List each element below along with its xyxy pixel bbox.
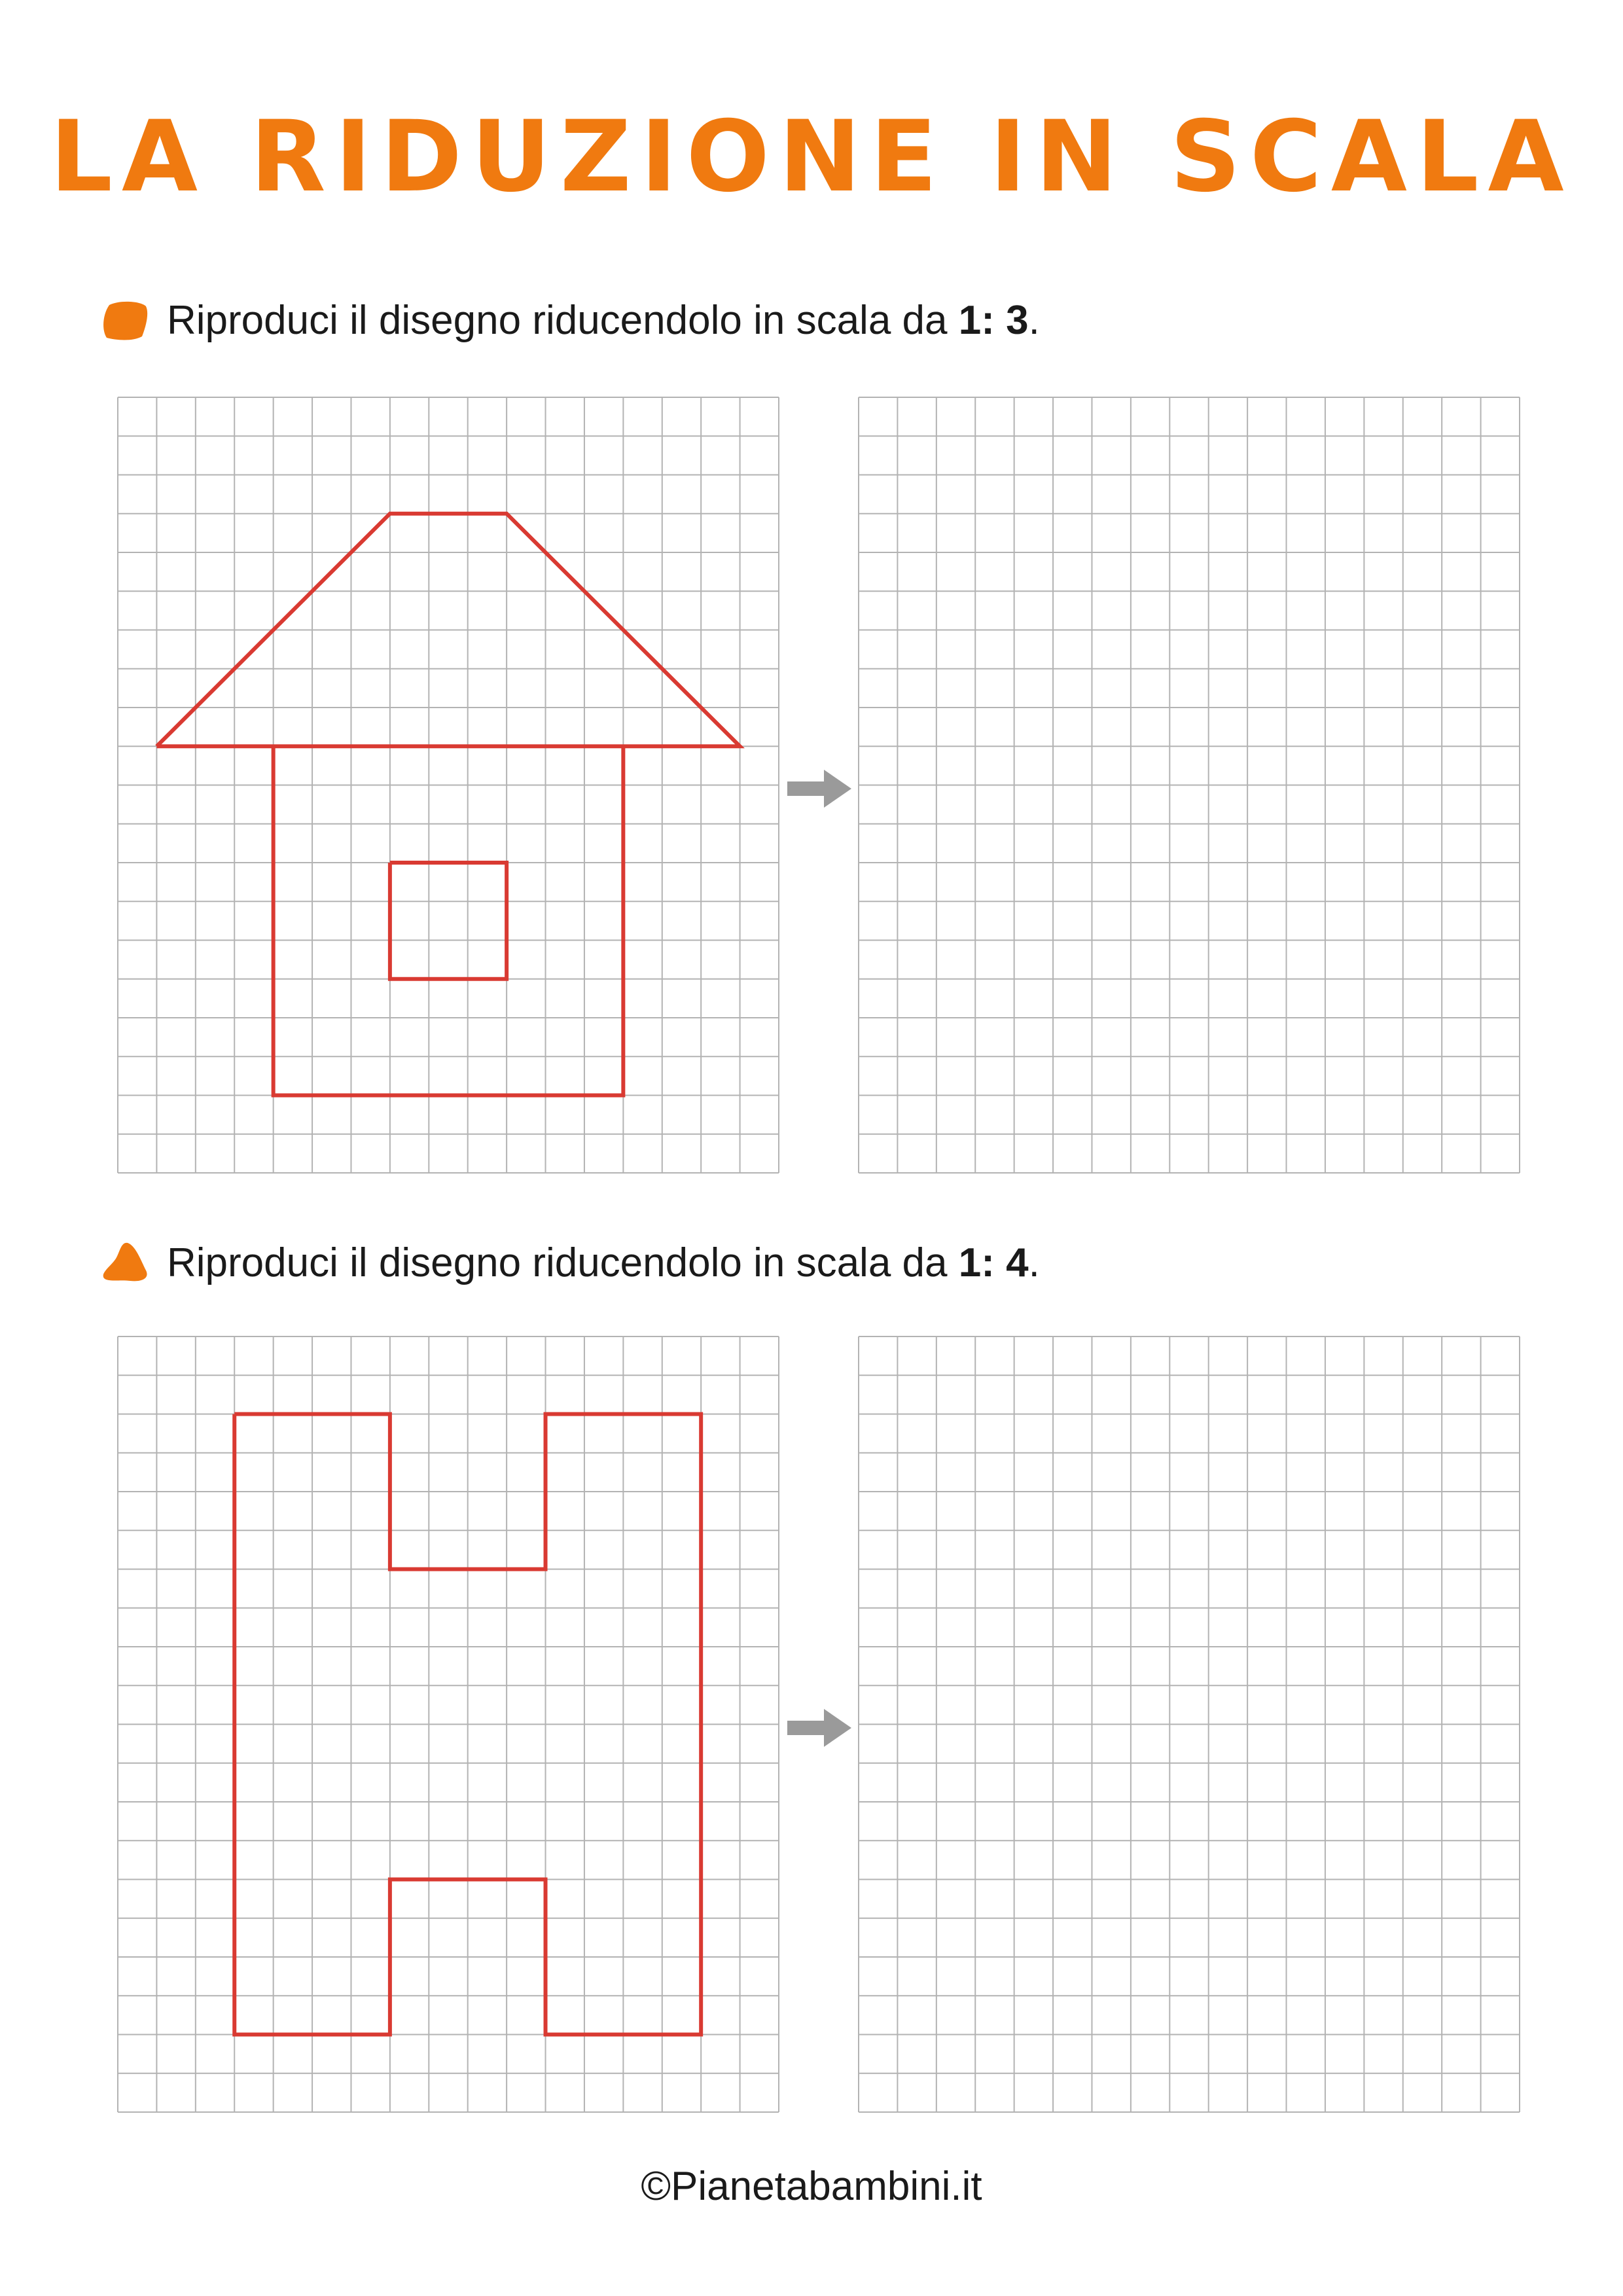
page-title: LA RIDUZIONE IN SCALA — [50, 100, 1573, 214]
source-grid-house — [116, 396, 781, 1175]
target-grid-2 — [857, 1335, 1522, 2114]
scale-ratio: 1: 3 — [958, 298, 1029, 343]
instruction-end: . — [1028, 298, 1040, 343]
orange-blob-icon — [101, 301, 149, 342]
instruction-end: . — [1028, 1240, 1040, 1285]
instruction-text: Riproduci il disegno riducendolo in scala da — [167, 1240, 959, 1285]
arrow-right-icon — [787, 1705, 853, 1751]
instruction-text: Riproduci il disegno riducendolo in scala da — [167, 298, 959, 343]
target-grid-1 — [857, 396, 1522, 1175]
copyright-footer: ©Pianetabambini.it — [641, 2164, 982, 2209]
arrow-right-icon — [787, 766, 853, 812]
instruction-2 — [167, 1237, 1040, 1289]
orange-drop-icon — [101, 1240, 149, 1283]
drawing-outline — [274, 746, 624, 1095]
scale-ratio: 1: 4 — [958, 1240, 1029, 1285]
source-grid-h-shape — [116, 1335, 781, 2114]
instruction-1 — [167, 295, 1040, 347]
drawing-outline — [390, 863, 507, 979]
